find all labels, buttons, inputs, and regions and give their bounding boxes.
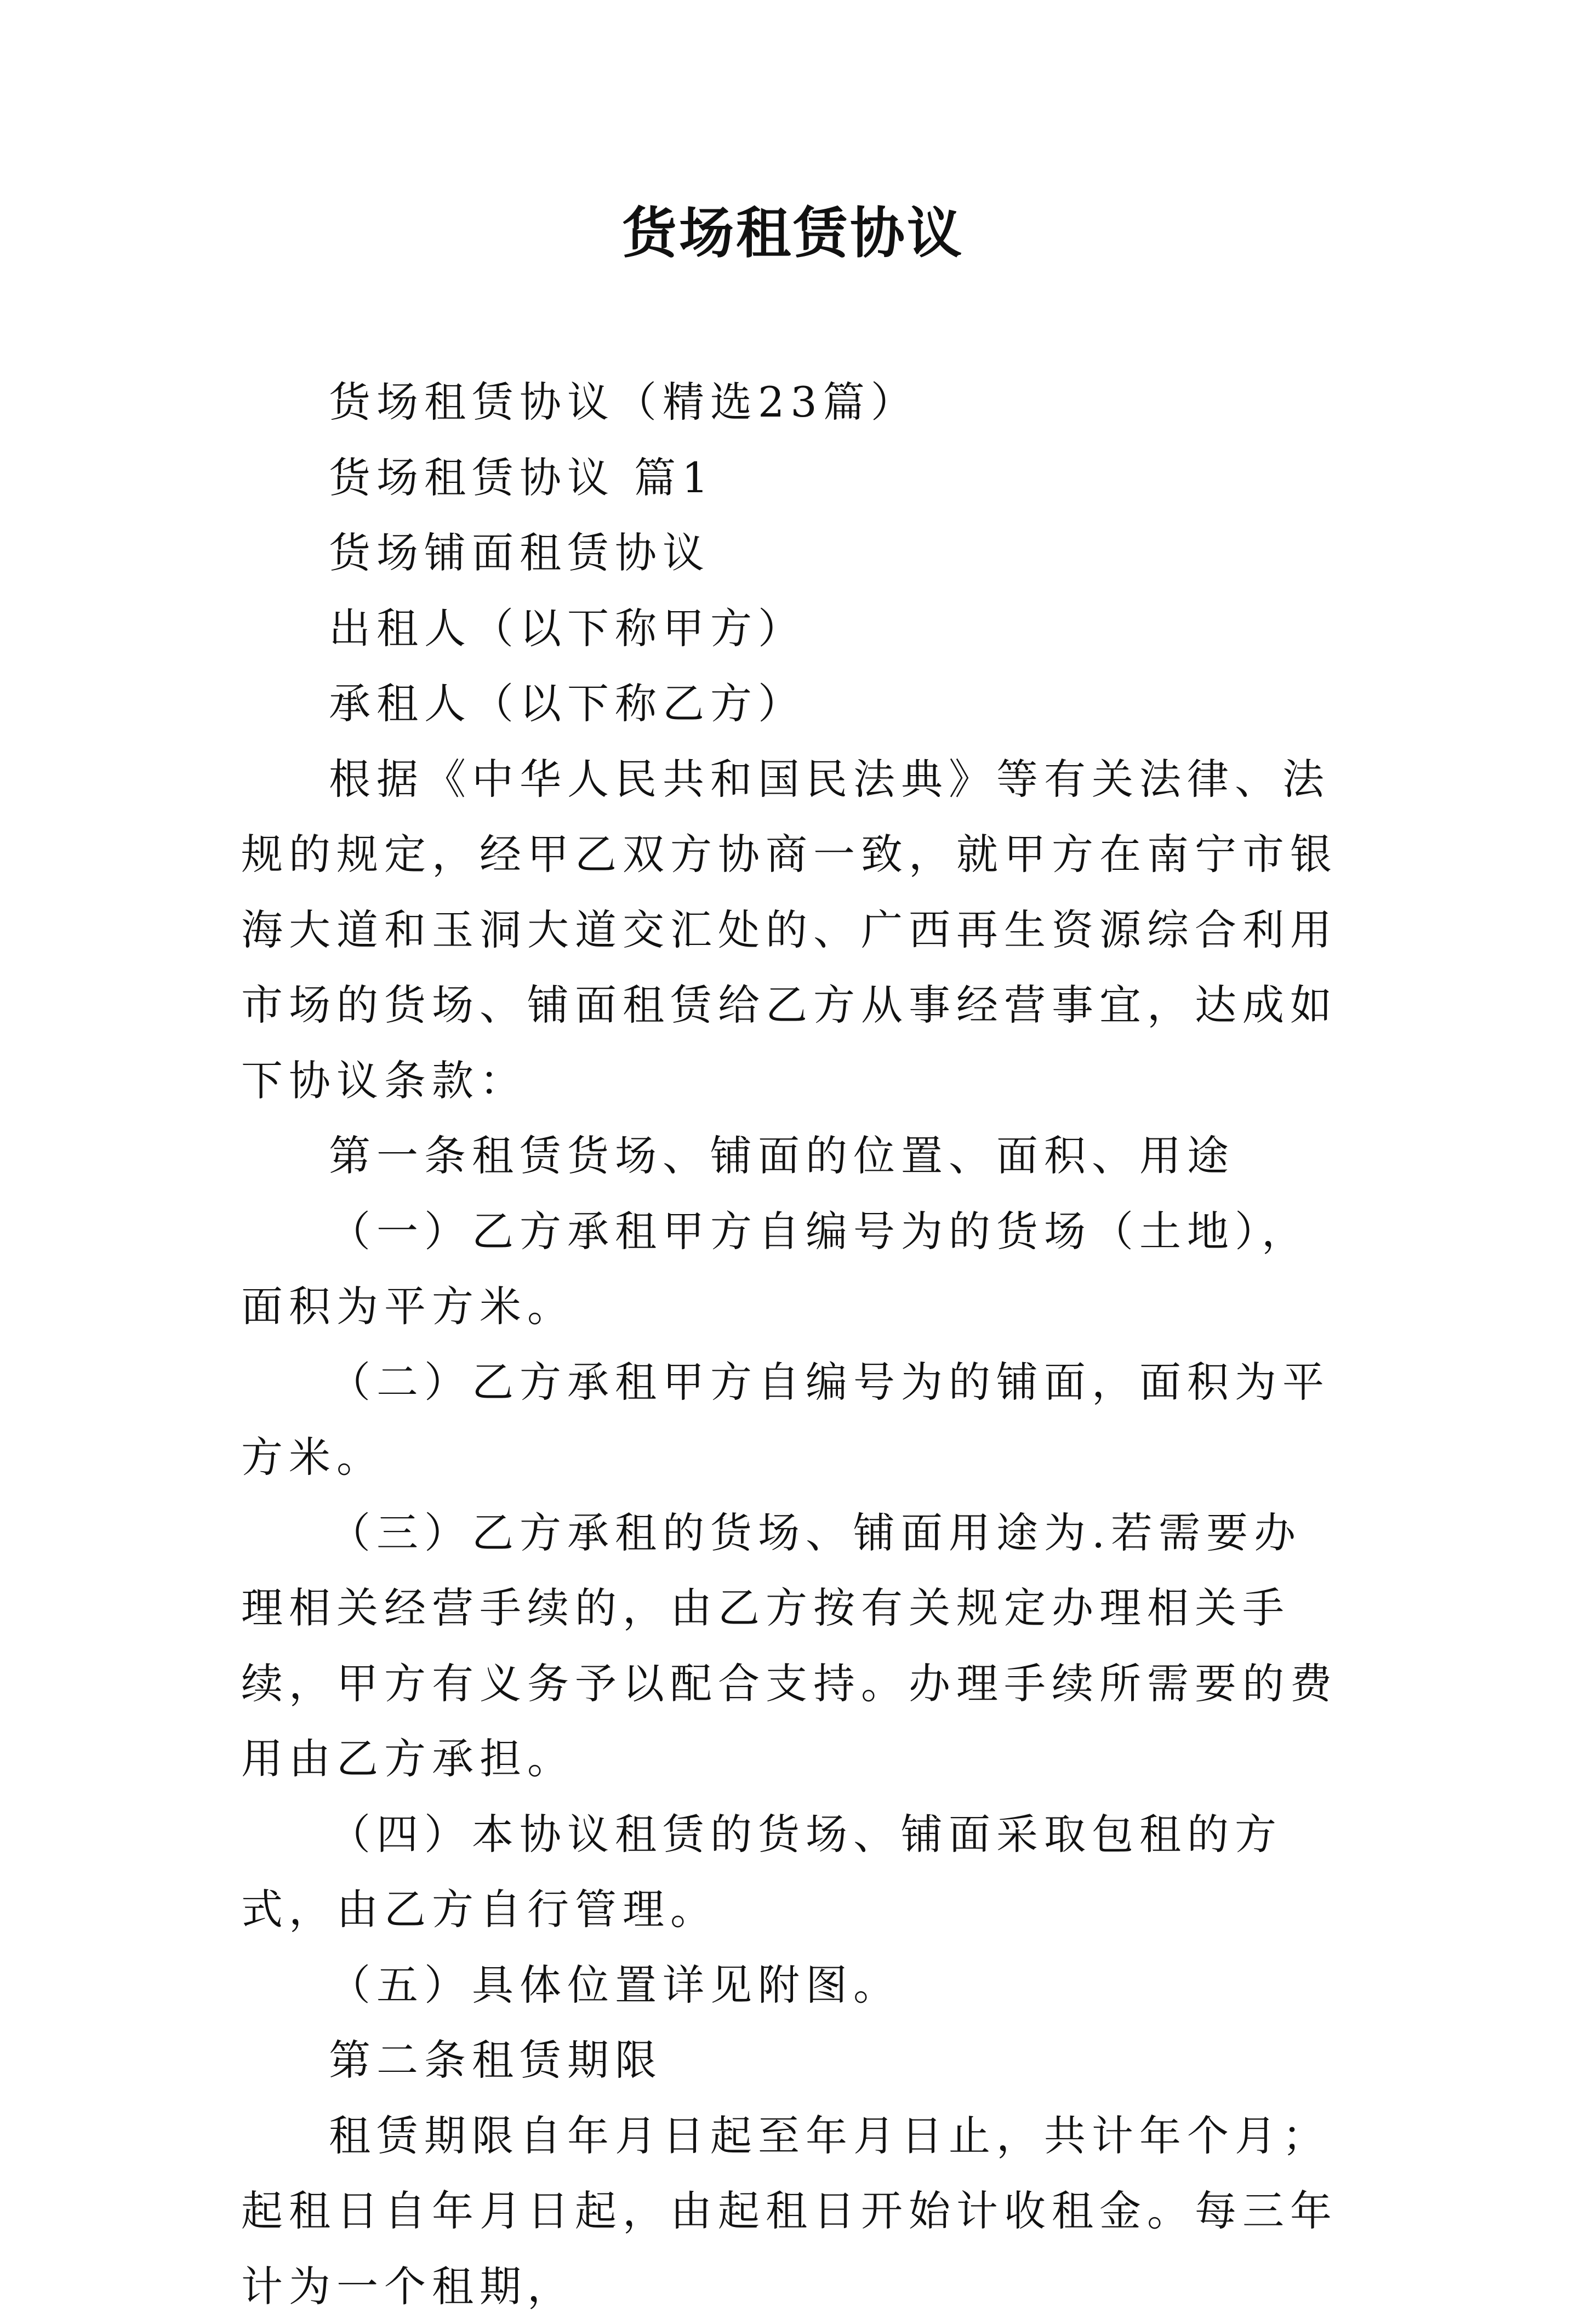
- section-heading: 第二条租赁期限: [241, 2023, 1348, 2098]
- document-title: 货场租赁协议: [0, 195, 1586, 271]
- paragraph: 出租人（以下称甲方）: [241, 591, 1348, 667]
- document-body: [241, 364, 1348, 2324]
- paragraph: 货场租赁协议（精选23篇）: [241, 364, 1348, 440]
- paragraph: 租赁期限自年月日起至年月日止，共计年个月；起租日自年月日起，由起租日开始计收租金。每三年计为一个租期，: [241, 2098, 1348, 2324]
- paragraph: （四）本协议租赁的货场、铺面采取包租的方式，由乙方自行管理。: [241, 1797, 1348, 1947]
- section-heading: 第一条租赁货场、铺面的位置、面积、用途: [241, 1118, 1348, 1194]
- paragraph: （二）乙方承租甲方自编号为的铺面，面积为平方米。: [241, 1345, 1348, 1495]
- paragraph: 根据《中华人民共和国民法典》等有关法律、法规的规定，经甲乙双方协商一致，就甲方在南宁市银海大道和玉洞大道交汇处的、广西再生资源综合利用市场的货场、铺面租赁给乙方从事经营事宜，达成如下协议条款：: [241, 742, 1348, 1119]
- paragraph: （一）乙方承租甲方自编号为的货场（土地），面积为平方米。: [241, 1194, 1348, 1345]
- paragraph: （三）乙方承租的货场、铺面用途为.若需要办理相关经营手续的，由乙方按有关规定办理相关手续，甲方有义务予以配合支持。办理手续所需要的费用由乙方承担。: [241, 1495, 1348, 1797]
- paragraph: 货场租赁协议 篇1: [241, 440, 1348, 516]
- paragraph: 货场铺面租赁协议: [241, 515, 1348, 591]
- paragraph: 承租人（以下称乙方）: [241, 666, 1348, 742]
- paragraph: （五）具体位置详见附图。: [241, 1947, 1348, 2023]
